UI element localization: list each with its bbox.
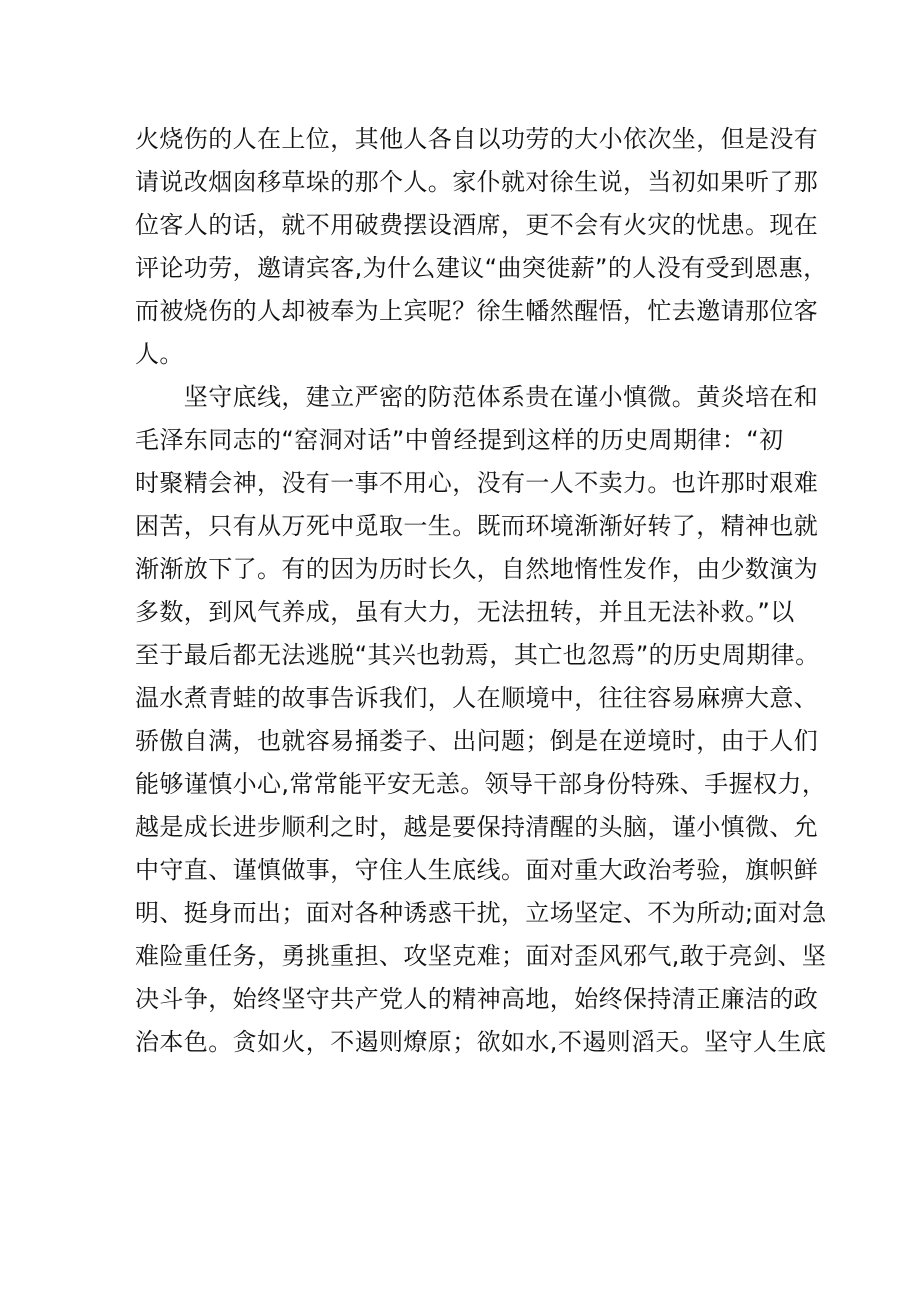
text-line: 请说改烟囱移草垛的那个人。家仆就对徐生说，当初如果听了那 — [135, 168, 819, 196]
paragraph-2 — [135, 376, 827, 1064]
text-line: 人。 — [135, 340, 184, 368]
text-line: 骄傲自满，也就容易捅娄子、出问题；倒是在逆境时，由于人们 — [135, 727, 819, 755]
text-line: 至于最后都无法逃脱“其兴也勃焉，其亡也忽焉”的历史周期律。 — [135, 641, 820, 669]
paragraph-1 — [135, 118, 828, 376]
text-line: 渐渐放下了。有的因为历时长久，自然地惰性发作，由少数演为 — [135, 555, 819, 583]
text-line: 明、挺身而出；面对各种诱惑干扰，立场坚定、不为所动;面对急 — [135, 899, 827, 927]
text-line: 而被烧伤的人却被奉为上宾呢？徐生幡然醒悟，忙去邀请那位客 — [135, 297, 819, 325]
text-line: 中守直、谨慎做事，守住人生底线。面对重大政治考验，旗帜鲜 — [135, 856, 819, 884]
text-line: 火烧伤的人在上位，其他人各自以功劳的大小依次坐，但是没有 — [135, 125, 819, 153]
text-line: 能够谨慎小心,常常能平安无恙。领导干部身份特殊、手握权力， — [135, 770, 827, 798]
text-line: 决斗争，始终坚守共产党人的精神高地，始终保持清正廉洁的政 — [135, 985, 819, 1013]
text-line: 坚守底线，建立严密的防范体系贵在谨小慎微。黄炎培在和 — [135, 383, 819, 411]
text-line: 困苦，只有从万死中觅取一生。既而环境渐渐好转了，精神也就 — [135, 512, 819, 540]
text-line: 温水煮青蛙的故事告诉我们，人在顺境中，往往容易麻痹大意、 — [135, 684, 819, 712]
text-line: 越是成长进步顺利之时，越是要保持清醒的头脑，谨小慎微、允 — [135, 813, 819, 841]
text-line: 毛泽东同志的“窑洞对话”中曾经提到这样的历史周期律：“初 — [135, 426, 784, 454]
text-line: 多数，到风气养成，虽有大力，无法扭转，并且无法补救。”以 — [135, 598, 795, 626]
text-line: 时聚精会神，没有一事不用心，没有一人不卖力。也许那时艰难 — [135, 469, 819, 497]
text-line: 治本色。贪如火，不遏则燎原；欲如水,不遏则滔天。坚守人生底 — [135, 1028, 827, 1056]
body-text — [135, 118, 828, 1064]
text-line: 评论功劳，邀请宾客,为什么建议“曲突徙薪”的人没有受到恩惠， — [135, 254, 828, 282]
text-line: 位客人的话，就不用破费摆设酒席，更不会有火灾的忧患。现在 — [135, 211, 819, 239]
text-line: 难险重任务，勇挑重担、攻坚克难；面对歪风邪气,敢于亮剑、坚 — [135, 942, 827, 970]
